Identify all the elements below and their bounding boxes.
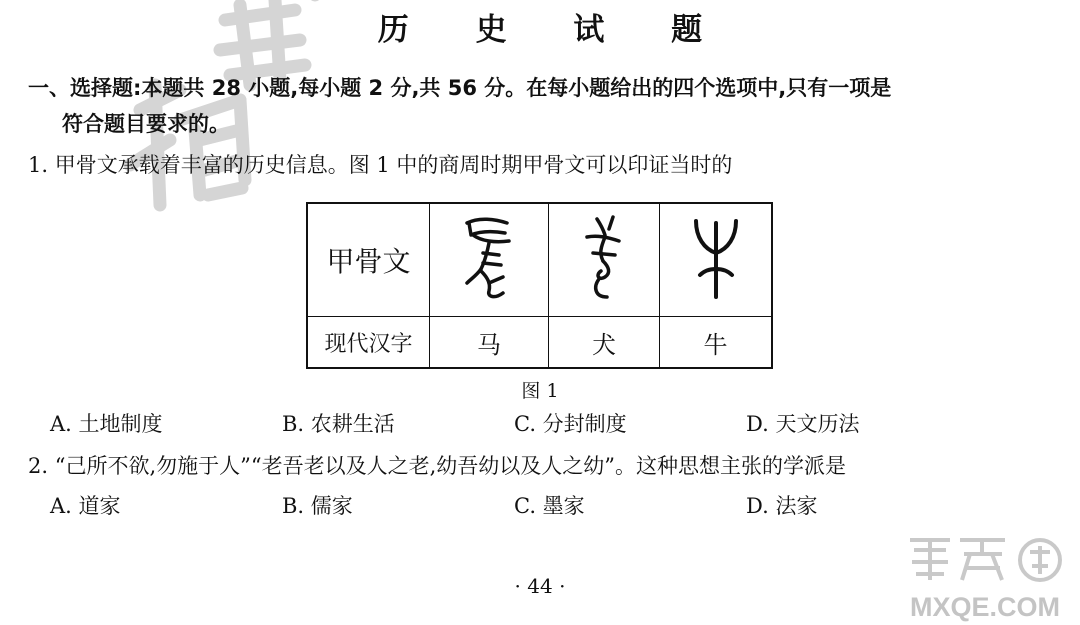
q1-option-b[interactable]: B. 农耕生活 — [282, 412, 395, 436]
oracle-row — [307, 203, 772, 317]
q1-option-d[interactable]: D. 天文历法 — [746, 412, 860, 436]
q1-option-c[interactable]: C. 分封制度 — [514, 412, 627, 436]
section-instructions-line1: 一、选择题:本题共 28 小题,每小题 2 分,共 56 分。在每小题给出的四个选项中,只有一项是 — [28, 76, 892, 100]
question-2-options — [50, 491, 1050, 521]
q2-option-c[interactable]: C. 墨家 — [514, 494, 585, 518]
oracle-ox-cell — [660, 203, 773, 317]
modern-row-label: 现代汉字 — [307, 317, 430, 369]
oracle-ox-glyph — [686, 213, 746, 303]
oracle-dog-cell — [549, 203, 660, 317]
question-1-stem: 1. 甲骨文承载着丰富的历史信息。图 1 中的商周时期甲骨文可以印证当时的 — [28, 153, 733, 177]
page-title: 历 史 试 题 — [377, 12, 731, 48]
section-instructions-line2: 符合题目要求的。 — [62, 112, 230, 136]
q1-option-a[interactable]: A. 土地制度 — [50, 412, 163, 436]
modern-char-ox: 牛 — [660, 317, 773, 369]
question-1-options — [50, 409, 1050, 439]
oracle-bone-figure-table — [306, 202, 773, 369]
modern-row — [307, 317, 772, 369]
q2-option-d[interactable]: D. 法家 — [746, 494, 818, 518]
question-2-stem: 2. “己所不欲,勿施于人”“老吾老以及人之老,幼吾幼以及人之幼”。这种思想主张的学派是 — [28, 454, 847, 478]
modern-char-dog: 犬 — [549, 317, 660, 369]
oracle-horse-glyph — [459, 213, 519, 303]
q2-option-b[interactable]: B. 儒家 — [282, 494, 353, 518]
oracle-horse-cell — [430, 203, 549, 317]
page-number: · 44 · — [514, 574, 566, 598]
oracle-row-label: 甲骨文 — [307, 203, 430, 317]
q2-option-a[interactable]: A. 道家 — [50, 494, 121, 518]
section-instructions — [28, 70, 1068, 142]
watermark-text: MXQE.COM — [909, 592, 1061, 622]
oracle-dog-glyph — [579, 213, 629, 303]
modern-char-horse: 马 — [430, 317, 549, 369]
figure-caption: 图 1 — [521, 380, 559, 402]
